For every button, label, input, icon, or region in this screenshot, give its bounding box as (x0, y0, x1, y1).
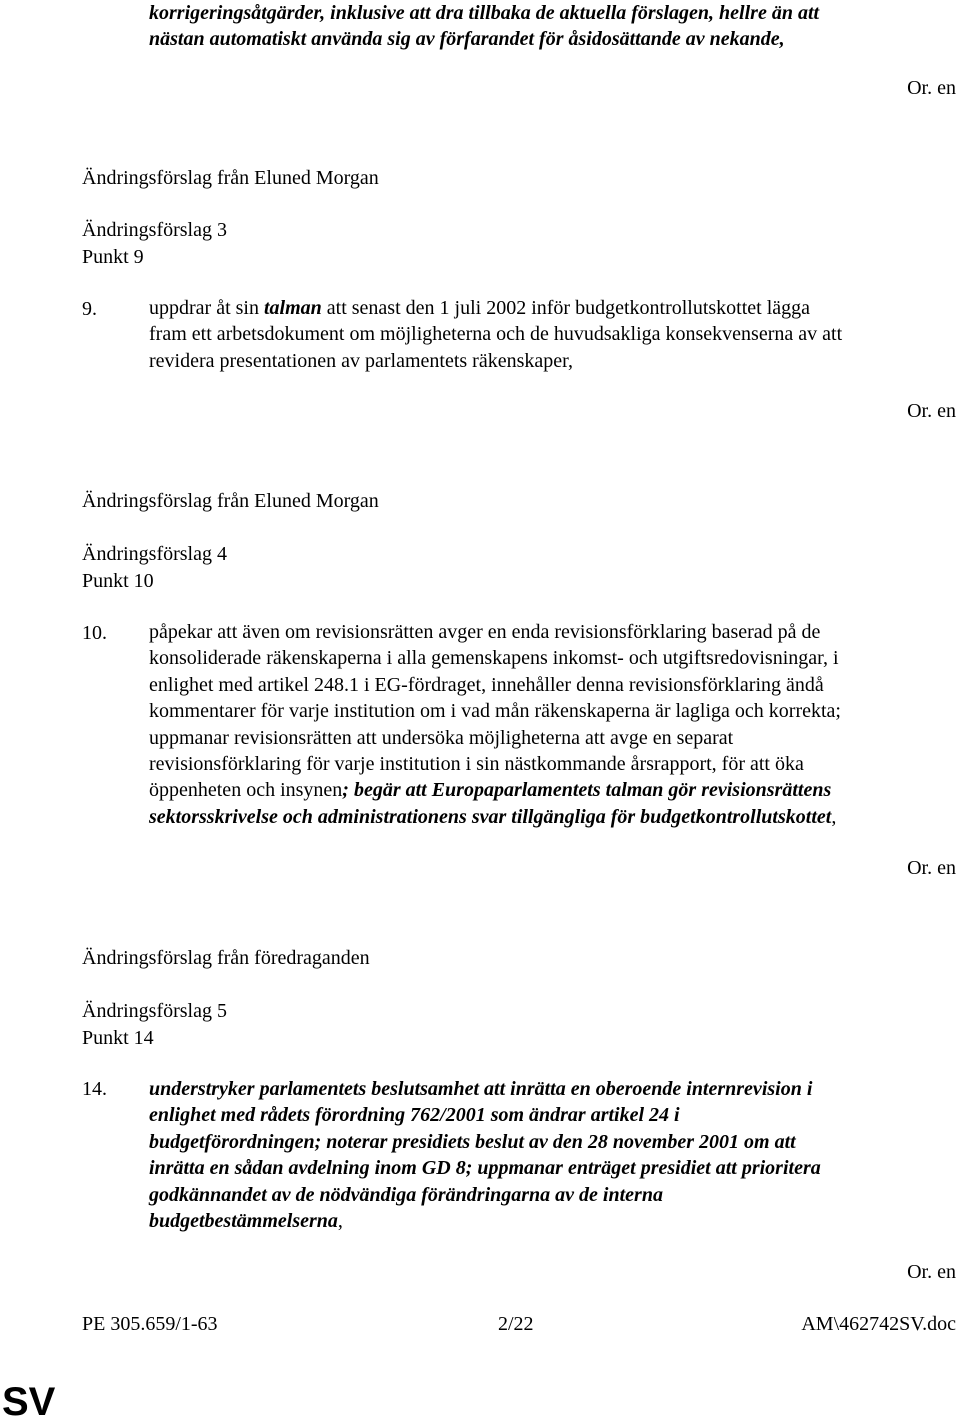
amendment-line: påpekar att även om revisionsrätten avger en enda revisionsförklaring baserad på de (149, 621, 821, 643)
amendment-author: Ändringsförslag från Eluned Morgan (82, 490, 379, 512)
amendment-line: enlighet med artikel 248.1 i EG-fördraget, innehåller denna revisionsförklaring ändå (149, 673, 824, 696)
page-number: 2/22 (498, 1313, 534, 1335)
amendment-line: budgetbestämmelserna, (149, 1209, 343, 1232)
amendment-number: Ändringsförslag 4 (82, 543, 227, 565)
amendment-line: fram ett arbetsdokument om möjligheterna och de huvudsakliga konsekvenserna av att (149, 323, 843, 346)
amendment-line: godkännandet av de nödvändiga förändringarna av de interna (149, 1183, 663, 1206)
amendment-line: budgetförordningen; noterar presidiets beslut av den 28 november 2001 om att (149, 1130, 796, 1153)
amendment-line: inrätta en sådan avdelning inom GD 8; uppmanar enträget presidiet att prioritera (149, 1157, 821, 1180)
emphasis-text: ; begär att Europaparlamentets talman gör revisionsrättens (342, 779, 832, 802)
emphasis-text: talman (263, 297, 322, 319)
file-name: AM\462742SV.doc (801, 1313, 956, 1335)
amendment-point: Punkt 9 (82, 246, 144, 268)
original-language: Or. en (907, 1261, 956, 1283)
amendment-number: Ändringsförslag 5 (82, 1000, 227, 1022)
intro-line: korrigeringsåtgärder, inklusive att dra tillbaka de aktuella förslagen, hellre än att (149, 2, 820, 24)
intro-line: nästan automatiskt använda sig av förfarandet för åsidosättande av nekande, (149, 28, 785, 51)
amendment-line: understryker parlamentets beslutsamhet att inrätta en oberoende internrevision i (149, 1078, 813, 1100)
original-language: Or. en (907, 857, 956, 879)
amendment-point: Punkt 10 (82, 570, 154, 592)
amendment-text (149, 619, 960, 830)
original-language: Or. en (907, 77, 956, 99)
original-language: Or. en (907, 400, 956, 422)
intro-text (149, 0, 960, 53)
amendment-author: Ändringsförslag från föredraganden (82, 947, 370, 969)
amendment-author: Ändringsförslag från Eluned Morgan (82, 167, 379, 189)
amendment-line: sektorsskrivelse och administrationens svar tillgängliga för budgetkontrollutskottet, (149, 805, 837, 828)
amendment-line: kommentarer för varje institution om i vad mån räkenskaperna är lagliga och korrekta; (149, 700, 841, 723)
amendment-line: öppenheten och insynen; begär att Europaparlamentets talman gör revisionsrättens (149, 779, 832, 802)
amendment-line: enlighet med rådets förordning 762/2001 som ändrar artikel 24 i (149, 1104, 680, 1127)
amendment-line: revidera presentationen av parlamentets räkenskaper, (149, 349, 573, 372)
amendment-line: uppdrar åt sin talman att senast den 1 juli 2002 inför budgetkontrollutskottet lägga (149, 297, 811, 319)
amendment-line: uppmanar revisionsrätten att undersöka möjligheterna att avge en separat (149, 726, 734, 749)
amendment-line: revisionsförklaring för varje institution i sin nästkommande årsrapport, för att öka (149, 752, 804, 775)
amendment-text (149, 1076, 960, 1234)
emphasis-text: budgetbestämmelserna (149, 1209, 338, 1232)
emphasis-text: sektorsskrivelse och administrationens svar tillgängliga för budgetkontrollutskottet (149, 805, 832, 828)
document-reference: PE 305.659/1-63 (82, 1313, 218, 1335)
language-code: SV (2, 1380, 56, 1424)
amendment-text (149, 295, 960, 374)
paragraph-number: 9. (82, 298, 97, 320)
paragraph-number: 14. (82, 1078, 107, 1100)
amendment-point: Punkt 14 (82, 1027, 154, 1049)
amendment-line: konsoliderade räkenskaperna i alla gemenskapens inkomst- och utgiftsredovisningar, i (149, 647, 839, 670)
paragraph-number: 10. (82, 622, 107, 644)
amendment-number: Ändringsförslag 3 (82, 219, 227, 241)
